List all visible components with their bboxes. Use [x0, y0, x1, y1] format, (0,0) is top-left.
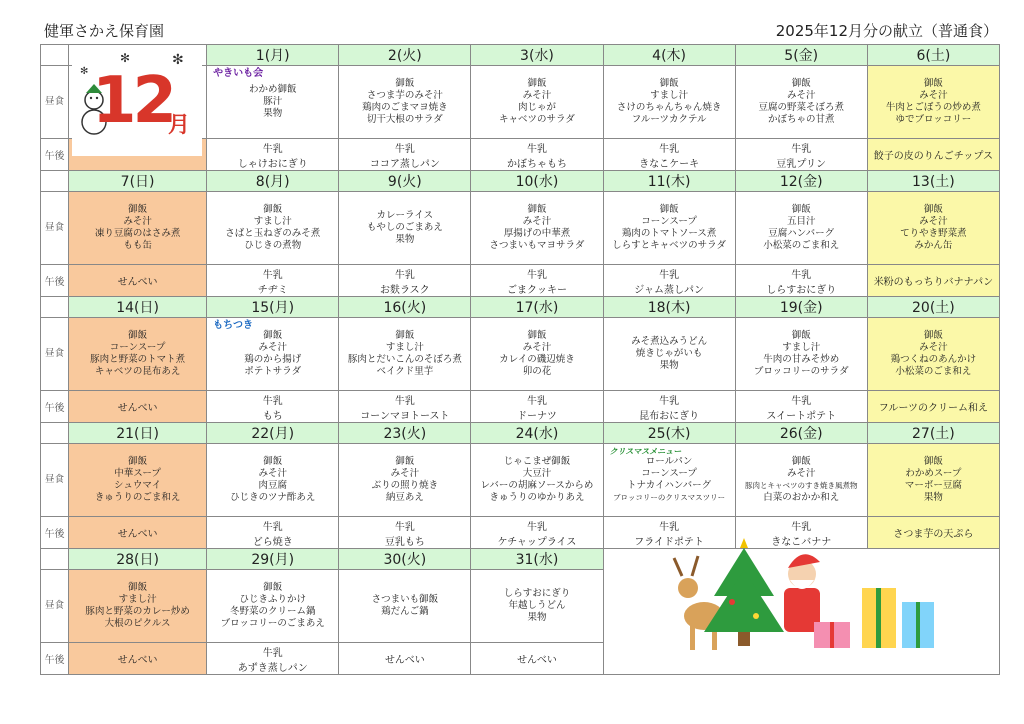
snack-cell: [339, 265, 471, 297]
snack-label: 午後: [41, 139, 69, 171]
day-date: 7(日): [69, 171, 207, 192]
lunch-item: すまし汁: [385, 342, 424, 353]
lunch-item: 御飯: [128, 456, 148, 467]
lunch-cell: [471, 192, 603, 265]
lunch-cell: [735, 192, 867, 265]
lunch-item: みそ汁: [919, 90, 948, 101]
lunch-item: 鶏のから揚げ: [244, 354, 302, 365]
snack-label: 午後: [41, 643, 69, 675]
day-date: 1(月): [207, 45, 339, 66]
lunch-item: 果物: [263, 108, 283, 119]
snack-cell: [207, 265, 339, 297]
lunch-item: 御飯: [659, 204, 679, 215]
lunch-item: 年越しうどん: [508, 600, 566, 611]
svg-text:✻: ✻: [120, 51, 131, 65]
lunch-item: 御飯: [263, 204, 283, 215]
lunch-item: マーボー豆腐: [904, 480, 962, 491]
snack-item: ごまクッキー: [506, 284, 567, 296]
lunch-item: みそ汁: [522, 342, 552, 353]
lunch-item: ひじきのツナ酢あえ: [230, 492, 316, 503]
lunch-item: すまし汁: [650, 90, 689, 101]
snack-cell: [69, 391, 207, 423]
snack-item: きなこケーキ: [639, 158, 700, 170]
lunch-cell: [867, 318, 999, 391]
lunch-cell: [207, 66, 339, 139]
svg-text:✻: ✻: [172, 52, 184, 68]
lunch-item: キャベツのサラダ: [499, 114, 575, 125]
lunch-item: 豚肉とキャベツのすき焼き風煮物: [744, 481, 858, 490]
snack-item: 牛乳: [791, 269, 812, 281]
lunch-item: 御飯: [128, 330, 148, 341]
lunch-item: みそ汁: [390, 468, 420, 479]
snack-item: せんべい: [117, 655, 158, 666]
lunch-cell: [603, 66, 735, 139]
snack-item: 牛乳: [659, 269, 680, 281]
lunch-item: ぶりの照り焼き: [371, 480, 439, 491]
lunch-item: もやしのごまあえ: [366, 222, 443, 233]
lunch-item: しらすとキャベツのサラダ: [612, 240, 727, 251]
lunch-item: みそ汁: [258, 342, 287, 353]
lunch-cell: [471, 444, 603, 517]
snack-cell: [471, 517, 603, 549]
lunch-item: てりやき野菜煮: [900, 228, 967, 239]
lunch-label: 昼食: [41, 66, 69, 139]
december-logo: [72, 48, 202, 156]
lunch-item: わかめスープ: [905, 468, 962, 479]
lunch-item: 御飯: [527, 78, 547, 89]
snack-cell: [207, 391, 339, 423]
lunch-item: みそ汁: [522, 90, 552, 101]
snack-item: 牛乳: [526, 395, 547, 407]
snack-cell: [603, 265, 735, 297]
lunch-item: シュウマイ: [114, 480, 162, 491]
snack-label: 午後: [41, 391, 69, 423]
month-number: 12: [92, 64, 174, 138]
day-date: 28(日): [69, 549, 207, 570]
lunch-item: わかめ御飯: [248, 84, 297, 95]
lunch-cell: [69, 444, 207, 517]
lunch-cell: [207, 318, 339, 391]
snack-item: 牛乳: [526, 269, 547, 281]
lunch-item: 御飯: [791, 330, 811, 341]
day-date: 19(金): [735, 297, 867, 318]
snack-item: しゃけおにぎり: [237, 158, 308, 170]
lunch-label: 昼食: [41, 570, 69, 643]
event-tag: クリスマスメニュー: [609, 447, 682, 456]
reindeer-icon: [674, 556, 724, 650]
lunch-item: 小松菜のごま和え: [763, 240, 840, 251]
lunch-item: 白菜のおかか和え: [763, 492, 840, 503]
lunch-item: 中華スープ: [114, 468, 161, 479]
lunch-item: 御飯: [263, 330, 283, 341]
snack-cell: [471, 391, 603, 423]
snack-item: せんべい: [117, 403, 158, 414]
snack-item: ジャム蒸しパン: [634, 284, 704, 296]
gift-icon: [814, 588, 934, 648]
lunch-cell: [207, 570, 339, 643]
snack-item: せんべい: [117, 529, 158, 540]
snack-item: 牛乳: [659, 395, 680, 407]
day-date: 9(火): [339, 171, 471, 192]
lunch-item: 五目汁: [786, 216, 816, 227]
corner-cell: [41, 171, 69, 192]
snack-cell: [339, 643, 471, 675]
snack-item: コーンマヨトースト: [360, 410, 450, 422]
lunch-item: 肉じゃが: [517, 102, 556, 113]
school-name: 健軍さかえ保育園: [44, 22, 165, 40]
lunch-item: ブロッコリーのサラダ: [753, 366, 849, 377]
lunch-item: 御飯: [791, 78, 811, 89]
lunch-item: 豚肉と野菜のトマト煮: [90, 354, 186, 365]
lunch-item: しらすおにぎり: [503, 588, 571, 599]
lunch-cell: [207, 444, 339, 517]
snack-item: 牛乳: [394, 143, 415, 155]
lunch-item: 鶏だんご鍋: [381, 606, 429, 617]
month-label: 月: [168, 113, 191, 138]
lunch-item: 御飯: [395, 456, 415, 467]
lunch-item: 冬野菜のクリーム鍋: [229, 606, 316, 617]
snack-item: 豆乳プリン: [776, 158, 827, 170]
snack-cell: [339, 139, 471, 171]
snack-item: 牛乳: [791, 521, 812, 533]
corner-cell: [41, 549, 69, 570]
lunch-item: 御飯: [263, 456, 283, 467]
corner-cell: [41, 423, 69, 444]
lunch-item: 大豆汁: [522, 468, 552, 479]
lunch-item: 御飯: [527, 204, 547, 215]
day-date: 29(月): [207, 549, 339, 570]
snack-item: 牛乳: [262, 143, 283, 155]
snack-cell: [735, 265, 867, 297]
lunch-item: ブロッコリーのごまあえ: [220, 618, 325, 629]
snack-label: 午後: [41, 517, 69, 549]
day-date: 22(月): [207, 423, 339, 444]
lunch-cell: [735, 318, 867, 391]
lunch-item: ロールパン: [645, 456, 693, 467]
lunch-item: カレーライス: [376, 210, 434, 221]
lunch-item: 牛肉の甘みそ炒め: [763, 354, 840, 365]
snack-item: 牛乳: [262, 395, 283, 407]
day-date: 20(土): [867, 297, 999, 318]
day-date: 16(火): [339, 297, 471, 318]
snack-item: ドーナツ: [517, 410, 557, 422]
lunch-item: 厚揚げの中華煮: [503, 228, 571, 239]
day-date: 4(木): [603, 45, 735, 66]
snack-item: スイートポテト: [766, 410, 837, 422]
lunch-item: 御飯: [923, 78, 943, 89]
snack-item: 牛乳: [394, 521, 415, 533]
lunch-item: さばと玉ねぎのみそ煮: [225, 228, 321, 239]
lunch-item: さつまいもマヨサラダ: [489, 240, 585, 251]
day-date: 11(木): [603, 171, 735, 192]
snack-item: 牛乳: [659, 521, 680, 533]
snack-cell: [207, 517, 339, 549]
day-date: 2(火): [339, 45, 471, 66]
snack-item: きなこバナナ: [771, 536, 832, 548]
lunch-cell: [867, 444, 999, 517]
snack-cell: [471, 139, 603, 171]
lunch-item: さつま芋のみそ汁: [366, 90, 443, 101]
snack-item: フルーツのクリーム和え: [878, 403, 988, 414]
snack-item: あずき蒸しパン: [237, 662, 308, 674]
snack-item: 牛乳: [659, 143, 680, 155]
lunch-item: みそ汁: [258, 468, 287, 479]
lunch-item: 大根のピクルス: [104, 618, 171, 629]
lunch-item: みそ汁: [123, 216, 152, 227]
lunch-item: 御飯: [923, 204, 943, 215]
snack-item: 牛乳: [394, 395, 415, 407]
lunch-item: 果物: [395, 234, 415, 245]
snack-item: どら焼き: [252, 536, 293, 548]
lunch-item: 小松菜のごま和え: [895, 366, 972, 377]
lunch-label: 昼食: [41, 444, 69, 517]
day-date: 5(金): [735, 45, 867, 66]
lunch-item: 豆腐ハンバーグ: [768, 228, 835, 239]
lunch-item: すまし汁: [253, 216, 292, 227]
lunch-item: 豚肉と野菜のカレー炒め: [85, 606, 190, 617]
lunch-cell: [339, 192, 471, 265]
svg-text:✻: ✻: [80, 66, 89, 77]
lunch-cell: [339, 570, 471, 643]
lunch-item: 凍り豆腐のはさみ煮: [94, 228, 181, 239]
snack-item: 牛乳: [394, 269, 415, 281]
lunch-item: きゅうりのごま和え: [94, 492, 181, 503]
day-date: 14(日): [69, 297, 207, 318]
snack-cell: [867, 391, 999, 423]
snack-cell: [339, 391, 471, 423]
lunch-item: みそ汁: [919, 342, 948, 353]
lunch-label: 昼食: [41, 192, 69, 265]
day-date: 18(木): [603, 297, 735, 318]
lunch-item: ブロッコリーのクリスマスツリー: [613, 493, 726, 502]
lunch-item: すまし汁: [782, 342, 821, 353]
lunch-item: さけのちゃんちゃん焼き: [616, 102, 722, 113]
event-tag: もちつき: [213, 320, 254, 331]
lunch-item: ゆでブロッコリー: [895, 114, 972, 125]
day-date: 10(水): [471, 171, 603, 192]
lunch-cell: [339, 66, 471, 139]
snack-cell: [69, 643, 207, 675]
day-date: 3(水): [471, 45, 603, 66]
christmas-illustration-icon: [604, 536, 1000, 656]
lunch-cell: [69, 318, 207, 391]
lunch-cell: [471, 318, 603, 391]
lunch-item: 御飯: [923, 330, 943, 341]
day-date: 31(水): [471, 549, 603, 570]
snack-item: フライドポテト: [634, 536, 704, 548]
lunch-item: みかん缶: [914, 240, 953, 251]
corner-cell: [41, 297, 69, 318]
day-date: 30(火): [339, 549, 471, 570]
day-date: 25(木): [603, 423, 735, 444]
day-date: 21(日): [69, 423, 207, 444]
snack-item: 牛乳: [791, 395, 812, 407]
lunch-item: 御飯: [395, 330, 415, 341]
menu-title: 2025年12月分の献立（普通食）: [775, 22, 998, 40]
day-date: 6(土): [867, 45, 999, 66]
santa-icon: [784, 554, 820, 632]
snack-item: 昆布おにぎり: [639, 410, 700, 422]
day-date: 27(土): [867, 423, 999, 444]
event-tag: やきいも会: [213, 68, 264, 79]
snack-item: せんべい: [117, 277, 158, 288]
lunch-item: みそ汁: [786, 468, 816, 479]
snack-item: 米粉のもっちりバナナパン: [873, 277, 994, 288]
day-date: 23(火): [339, 423, 471, 444]
lunch-item: コーンスープ: [109, 342, 166, 353]
lunch-item: 果物: [659, 360, 679, 371]
snack-item: 牛乳: [526, 521, 547, 533]
tree-icon: [704, 538, 784, 646]
snack-item: かぼちゃもち: [506, 158, 567, 170]
snack-item: しらすおにぎり: [766, 284, 837, 296]
lunch-item: 卯の花: [522, 366, 552, 377]
lunch-cell: [69, 570, 207, 643]
lunch-item: キャベツの昆布あえ: [94, 366, 181, 377]
lunch-item: ベイクド里芋: [376, 366, 434, 377]
lunch-item: レバーの胡麻ソースからめ: [480, 480, 594, 491]
snack-item: さつま芋の天ぷら: [893, 529, 974, 540]
lunch-item: みそ汁: [786, 90, 816, 101]
lunch-item: さつまいも御飯: [371, 594, 439, 605]
snack-item: 牛乳: [262, 647, 283, 659]
lunch-item: 鶏肉のごまマヨ焼き: [362, 102, 448, 113]
lunch-cell: [471, 66, 603, 139]
snack-cell: [471, 643, 603, 675]
snack-label: 午後: [41, 265, 69, 297]
snack-item: 牛乳: [526, 143, 547, 155]
snack-cell: [471, 265, 603, 297]
lunch-item: コーンスープ: [641, 468, 697, 479]
snack-item: もち: [262, 410, 283, 422]
lunch-item: みそ汁: [522, 216, 552, 227]
snack-cell: [603, 391, 735, 423]
lunch-item: ポテトサラダ: [244, 366, 302, 377]
lunch-item: 御飯: [659, 78, 679, 89]
lunch-item: コーンスープ: [641, 216, 697, 227]
lunch-cell: [603, 318, 735, 391]
snack-item: 牛乳: [791, 143, 812, 155]
snack-item: お麩ラスク: [379, 284, 430, 296]
day-date: 24(水): [471, 423, 603, 444]
lunch-item: 果物: [923, 492, 943, 503]
snack-cell: [603, 139, 735, 171]
lunch-item: すまし汁: [118, 594, 157, 605]
lunch-item: 御飯: [128, 204, 148, 215]
lunch-cell: [69, 192, 207, 265]
lunch-item: 果物: [527, 612, 547, 623]
snack-item: ケチャップライス: [497, 536, 577, 548]
snack-cell: [867, 139, 999, 171]
snack-item: ココア蒸しパン: [369, 158, 440, 170]
lunch-item: 豚汁: [263, 96, 283, 107]
lunch-item: 御飯: [527, 330, 547, 341]
day-date: 8(月): [207, 171, 339, 192]
snack-cell: [867, 265, 999, 297]
lunch-item: みそ汁: [919, 216, 948, 227]
lunch-item: 鶏つくねのあんかけ: [890, 354, 977, 365]
lunch-cell: [867, 66, 999, 139]
lunch-item: フルーツカクテル: [631, 114, 707, 125]
lunch-cell: [603, 444, 735, 517]
lunch-item: 御飯: [263, 582, 283, 593]
snack-cell: [69, 517, 207, 549]
day-date: 15(月): [207, 297, 339, 318]
lunch-item: 御飯: [128, 582, 148, 593]
snack-cell: [207, 643, 339, 675]
lunch-item: トナカイハンバーグ: [627, 480, 712, 491]
day-date: 17(水): [471, 297, 603, 318]
lunch-item: 焼きじゃがいも: [635, 348, 703, 359]
snack-cell: [735, 391, 867, 423]
lunch-item: かぼちゃの甘煮: [767, 114, 835, 125]
lunch-item: ひじきの煮物: [244, 240, 302, 251]
snack-cell: [735, 139, 867, 171]
lunch-cell: [471, 570, 603, 643]
lunch-cell: [603, 192, 735, 265]
snack-cell: [69, 265, 207, 297]
lunch-item: カレイの磯辺焼き: [499, 354, 575, 365]
lunch-item: じゃこまぜ御飯: [503, 456, 571, 467]
lunch-item: 御飯: [791, 456, 811, 467]
corner-cell: [41, 45, 69, 66]
day-date: 26(金): [735, 423, 867, 444]
lunch-item: もも缶: [123, 240, 152, 251]
lunch-item: 肉豆腐: [258, 480, 287, 491]
lunch-item: 御飯: [923, 456, 943, 467]
lunch-item: 納豆あえ: [385, 492, 424, 503]
snack-item: 餃子の皮のりんごチップス: [873, 151, 994, 162]
lunch-item: 豆腐の野菜そぼろ煮: [758, 102, 844, 113]
lunch-item: 牛肉とごぼうの炒め煮: [885, 102, 981, 113]
snack-item: チヂミ: [257, 284, 288, 296]
snack-item: せんべい: [384, 655, 425, 666]
day-date: 12(金): [735, 171, 867, 192]
snack-cell: [339, 517, 471, 549]
snack-item: 豆乳もち: [384, 536, 425, 548]
lunch-cell: [339, 318, 471, 391]
lunch-cell: [207, 192, 339, 265]
lunch-item: 御飯: [791, 204, 811, 215]
lunch-label: 昼食: [41, 318, 69, 391]
lunch-item: 豚肉とだいこんのそぼろ煮: [347, 354, 462, 365]
snack-item: 牛乳: [262, 521, 283, 533]
snack-cell: [207, 139, 339, 171]
lunch-cell: [867, 192, 999, 265]
lunch-item: 御飯: [395, 78, 415, 89]
lunch-item: 切干大根のサラダ: [366, 114, 443, 125]
lunch-item: きゅうりのゆかりあえ: [489, 492, 585, 503]
day-date: 13(土): [867, 171, 999, 192]
lunch-item: 鶏肉のトマトソース煮: [621, 228, 717, 239]
snack-item: せんべい: [517, 655, 557, 666]
lunch-cell: [735, 66, 867, 139]
lunch-item: ひじきふりかけ: [239, 594, 306, 605]
lunch-item: みそ煮込みうどん: [631, 336, 708, 347]
lunch-cell: [339, 444, 471, 517]
snack-item: 牛乳: [262, 269, 283, 281]
lunch-cell: [735, 444, 867, 517]
